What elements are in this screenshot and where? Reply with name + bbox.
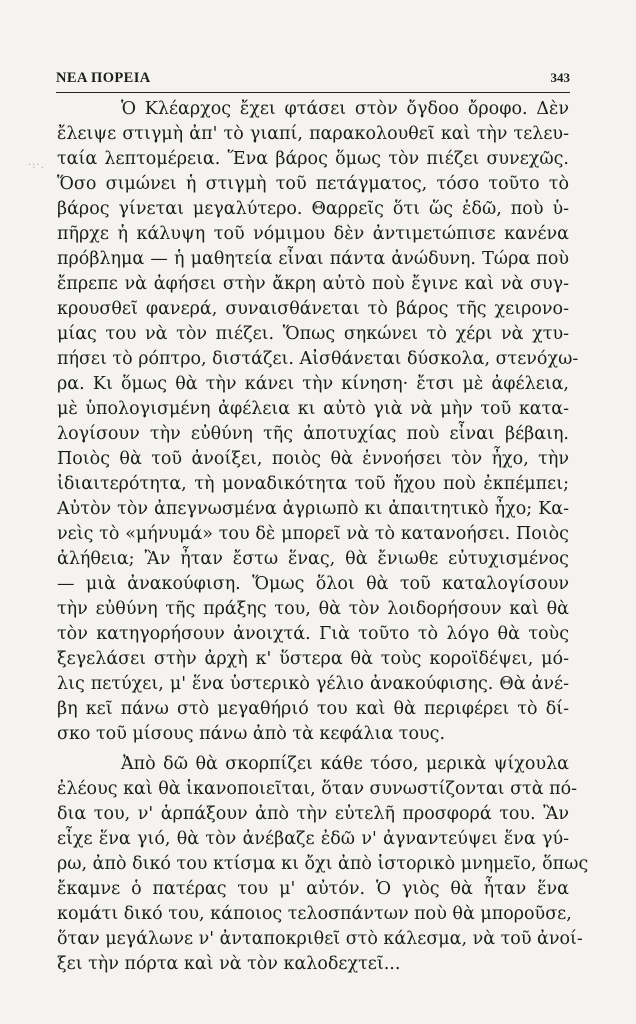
text-line: μὲ ὑπολογισμένη ἀφέλεια κι αὐτὸ γιὰ νὰ μὴν τοῦ κατα- <box>57 399 569 419</box>
page-number: 343 <box>550 70 570 85</box>
text-line: ξει τὴν πόρτα καὶ νὰ τὸν καλοδεχτεῖ... <box>57 954 401 974</box>
text-line: — μιὰ ἀνακούφιση. Ὅμως ὅλοι θὰ τοῦ καταλογίσουν <box>57 574 569 594</box>
text-line: ἔπρεπε νὰ ἀφήσει στὴν ἄκρη αὐτὸ ποὺ ἔγινε καὶ νὰ συγ- <box>57 274 569 294</box>
text-line: ρω, ἀπὸ δικό του κτίσμα κι ὄχι ἀπὸ ἱστορικὸ μνημεῖο, ὅπως <box>57 854 589 874</box>
text-line: Ἀπὸ δῶ θὰ σκορπίζει κάθε τόσο, μερικὰ ψίχουλα <box>121 754 569 774</box>
text-line: πήσει τὸ ρόπτρο, διστάζει. Αἰσθάνεται δύσκολα, στενόχω- <box>57 349 579 369</box>
text-line: ὅταν μεγάλωνε ν' ἀνταποκριθεῖ στὸ κάλεσμα, νὰ τοῦ ἀνοί- <box>57 929 583 949</box>
text-line: ἔλειψε στιγμὴ ἀπ' τὸ γιαπί, παρακολουθεῖ καὶ τὴν τελευ- <box>57 124 569 144</box>
text-line: βη κεῖ πάνω στὸ μεγαθήριό του καὶ θὰ περιφέρει τὸ δί- <box>57 699 569 719</box>
text-line: ἀλήθεια; Ἂν ἦταν ἔστω ἕνας, θὰ ἔνιωθε εὐτυχισμένος <box>57 549 569 569</box>
text-line: Αὐτὸν τὸν ἀπεγνωσμένα ἀγριωπὸ κι ἀπαιτητικὸ ἦχο; Κα- <box>57 499 569 519</box>
text-line: πῆρχε ἡ κάλυψη τοῦ νόμιμου δὲν ἀντιμετώπισε κανένα <box>57 224 569 244</box>
text-line: κομάτι δικό του, κάποιος τελοσπάντων ποὺ θὰ μποροῦσε, <box>57 904 572 924</box>
text-line: ἰδιαιτερότητα, τὴ μοναδικότητα τοῦ ἤχου ποὺ ἐκπέμπει; <box>57 474 569 494</box>
margin-specks: ·:·. <box>28 160 45 171</box>
text-line: σκο τοῦ μίσους πάνω ἀπὸ τὰ κεφάλια τους. <box>57 724 446 744</box>
text-line: ρα. Κι ὅμως θὰ τὴν κάνει τὴν κίνηση· ἔτσι μὲ ἀφέλεια, <box>57 374 569 394</box>
text-line: πρόβλημα — ἡ μαθητεία εἶναι πάντα ἀνώδυνη. Τώρα ποὺ <box>57 249 569 269</box>
text-line: βάρος γίνεται μεγαλύτερο. Θαρρεῖς ὅτι ὥς ἐδῶ, ποὺ ὑ- <box>57 199 569 219</box>
text-line: μίας του νὰ τὸν πιέζει. Ὅπως σηκώνει τὸ χέρι νὰ χτυ- <box>57 324 569 344</box>
text-line: νεὶς τὸ «μήνυμά» του δὲ μπορεῖ νὰ τὸ κατανοήσει. Ποιὸς <box>57 524 569 544</box>
text-line: κρουσθεῖ φανερά, συναισθάνεται τὸ βάρος τῆς χειρονο- <box>57 299 569 319</box>
page-header <box>56 70 570 90</box>
text-line: εἶχε ἕνα γιό, θὰ τὸν ἀνέβαζε ἐδῶ ν' ἀγναντεύψει ἕνα γύ- <box>57 829 569 849</box>
text-line: λογίσουν τὴν εὐθύνη τῆς ἀποτυχίας ποὺ εἶναι βέβαιη. <box>57 424 569 444</box>
text-line: τὸν κατηγορήσουν ἀνοιχτά. Γιὰ τοῦτο τὸ λόγο θὰ τοὺς <box>57 624 569 644</box>
text-line: Ποιὸς θὰ τοῦ ἀνοίξει, ποιὸς θὰ ἐννοήσει τὸν ἦχο, τὴν <box>57 449 569 469</box>
text-line: ταία λεπτομέρεια. Ἕνα βάρος ὅμως τὸν πιέζει συνεχῶς. <box>57 149 569 169</box>
text-line: ἔκαμνε ὁ πατέρας του μ' αὐτόν. Ὁ γιὸς θὰ ἦταν ἕνα <box>57 879 569 899</box>
header-rule <box>56 92 570 93</box>
text-line: Ὅσο σιμώνει ἡ στιγμὴ τοῦ πετάγματος, τόσο τοῦτο τὸ <box>57 174 569 194</box>
text-line: ξεγελάσει στὴν ἀρχὴ κ' ὕστερα θὰ τοὺς κοροϊδέψει, μό- <box>57 649 569 669</box>
running-title: ΝΕΑ ΠΟΡΕΙΑ <box>56 70 151 86</box>
text-line: δια του, ν' ἁρπάξουν ἀπὸ τὴν εὐτελῆ προσφορά του. Ἂν <box>57 804 569 824</box>
text-line: ἐλέους καὶ θὰ ἱκανοποιεῖται, ὅταν συνωστίζονται στὰ πό- <box>57 779 578 799</box>
text-line: τὴν εὐθύνη τῆς πράξης του, θὰ τὸν λοιδορήσουν καὶ θὰ <box>57 599 569 619</box>
text-line: Ὁ Κλέαρχος ἔχει φτάσει στὸν ὄγδοο ὄροφο. Δὲν <box>121 99 569 119</box>
text-line: λις πετύχει, μ' ἕνα ὑστερικὸ γέλιο ἀνακούφισης. Θὰ ἀνέ- <box>57 674 569 694</box>
